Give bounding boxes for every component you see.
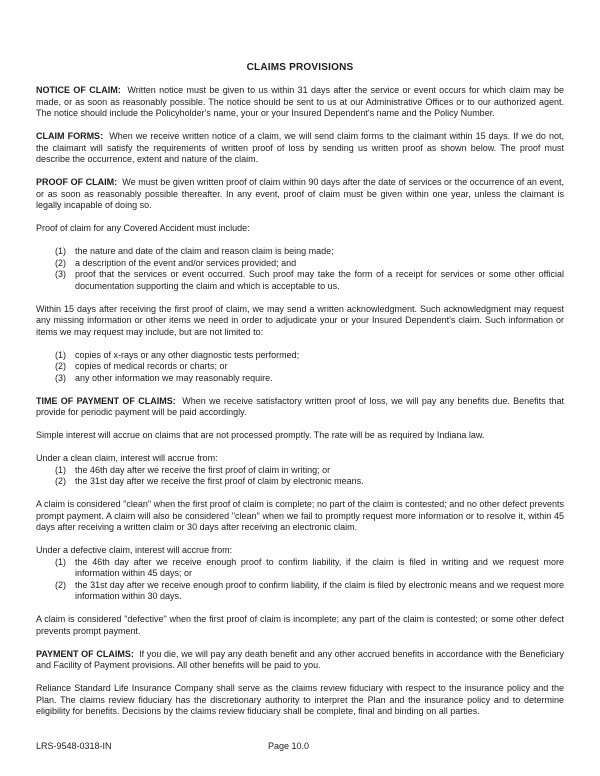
list-item-marker: (1)	[55, 556, 66, 567]
section-paragraph: CLAIM FORMS: When we receive written notice of a claim, we will send claim forms to the claimant within 15 days. If we do not, the claimant will satisfy the requirements of written proof of loss by sending us written proof as shown below. The proof must describe the occurrence, extent and nature of the claim.	[36, 131, 564, 164]
paragraph: Simple interest will accrue on claims that are not processed promptly. The rate will be as required by Indiana law.	[36, 430, 485, 440]
list-item-marker: (2)	[55, 476, 66, 486]
paragraph: Under a clean claim, interest will accrue from:	[36, 453, 218, 463]
section-label: TIME OF PAYMENT OF CLAIMS:	[36, 395, 176, 406]
list-item	[36, 361, 564, 373]
list-item-text: copies of x-rays or any other diagnostic tests performed;	[75, 349, 300, 360]
list-item-marker: (3)	[55, 372, 66, 383]
footer-page-number: Page 10.0	[268, 741, 310, 751]
section-label: PROOF OF CLAIM:	[36, 177, 118, 187]
section-paragraph: PROOF OF CLAIM: We must be given written proof of claim within 90 days after the date of services or the occurrence of an event, or as soon as reasonably possible thereafter. In any event, proof of claim must be given within one year, unless the claimant is legally incapable of doing so.	[36, 177, 564, 210]
list-item	[36, 465, 564, 477]
paragraph: A claim is considered "clean" when the first proof of claim is complete; no part of the claim is contested; and no other defect prevents prompt payment. A claim will also be considered "clean" when we fail to promptly request more information or to resolve it, within 45 days after receiving a written claim or 30 days after receiving an electronic claim.	[36, 499, 564, 532]
list-item	[36, 246, 564, 258]
section-paragraph: TIME OF PAYMENT OF CLAIMS: When we receive satisfactory written proof of loss, we will pay any benefits due. Benefits that provide for periodic payment will be paid accordingly.	[36, 395, 564, 417]
list-item-text: the nature and date of the claim and reason claim is being made;	[75, 246, 334, 256]
paragraph: Reliance Standard Life Insurance Company shall serve as the claims review fiduciary with respect to the insurance policy and the Plan. The claims review fiduciary has the discretionary authority to interpret the Plan and the insurance policy and to determine eligibility for benefits. Decisions by the claims review fiduciary shall be complete, final and binding on all parties.	[36, 683, 564, 716]
list-item-text: a description of the event and/or services provided; and	[75, 257, 297, 268]
list-item-marker: (3)	[55, 269, 66, 279]
list-item	[36, 476, 564, 488]
list-item	[36, 373, 564, 385]
list-item-marker: (1)	[55, 349, 66, 360]
numbered-list	[36, 350, 564, 385]
paragraph: A claim is considered "defective" when the first proof of claim is incomplete; any part of the claim is contested; or some other defect prevents prompt payment.	[36, 614, 564, 636]
list-item-marker: (2)	[55, 361, 66, 371]
list-item-marker: (1)	[55, 246, 66, 256]
list-item-text: the 31st day after we receive the first proof of claim by electronic means.	[75, 476, 364, 486]
section-label: PAYMENT OF CLAIMS:	[36, 648, 134, 659]
list-item-marker: (2)	[55, 579, 66, 590]
numbered-list	[36, 465, 564, 488]
list-item-text: proof that the services or event occurred. Such proof may take the form of a receipt for services or some other official documentation supporting the claim and which is acceptable to us.	[75, 269, 564, 291]
list-item-text: the 46th day after we receive enough proof to confirm liability, if the claim is filed in writing and we request more information within 45 days; or	[75, 556, 564, 578]
list-item-marker: (2)	[55, 257, 66, 268]
page-title: CLAIMS PROVISIONS	[246, 62, 354, 73]
paragraph: Under a defective claim, interest will accrue from:	[36, 545, 233, 555]
paragraph: Within 15 days after receiving the first proof of claim, we may send a written acknowledgment. Such acknowledgment may request any missing information or other items we need in order to adjudicate your or your Insured Dependent's claim. Such information or items we may request may include, but are not limited to:	[36, 303, 564, 337]
section-label: CLAIM FORMS:	[36, 131, 104, 141]
numbered-list	[36, 557, 564, 603]
list-item-text: copies of medical records or charts; or	[75, 361, 228, 371]
list-item	[36, 557, 564, 580]
list-item	[36, 269, 564, 292]
section-paragraph: NOTICE OF CLAIM: Written notice must be given to us within 31 days after the service or event occurs for which claim may be made, or as soon as reasonably possible. The notice should be sent to us at our Administrative Offices or to our authorized agent. The notice should include the Policyholder's name, your or your Insured Dependent's name and the Policy Number.	[36, 85, 564, 118]
list-item-text: the 46th day after we receive the first proof of claim in writing; or	[75, 464, 331, 475]
section-label: NOTICE OF CLAIM:	[36, 85, 121, 95]
list-item	[36, 258, 564, 270]
list-item	[36, 350, 564, 362]
numbered-list	[36, 246, 564, 292]
section-paragraph: PAYMENT OF CLAIMS: If you die, we will pay any death benefit and any other accrued benefits in accordance with the Beneficiary and Facility of Payment provisions. All other benefits will be paid to you.	[36, 648, 564, 670]
footer-form-number: LRS-9548-0318-IN	[36, 741, 112, 751]
document-body	[36, 85, 564, 718]
list-item-text: any other information we may reasonably require.	[75, 372, 273, 383]
list-item-text: the 31st day after we receive enough proof to confirm liability, if the claim is filed by electronic means and we request more information within 30 days.	[75, 579, 564, 601]
paragraph: Proof of claim for any Covered Accident must include:	[36, 223, 250, 233]
list-item-marker: (1)	[55, 464, 66, 475]
list-item	[36, 580, 564, 603]
